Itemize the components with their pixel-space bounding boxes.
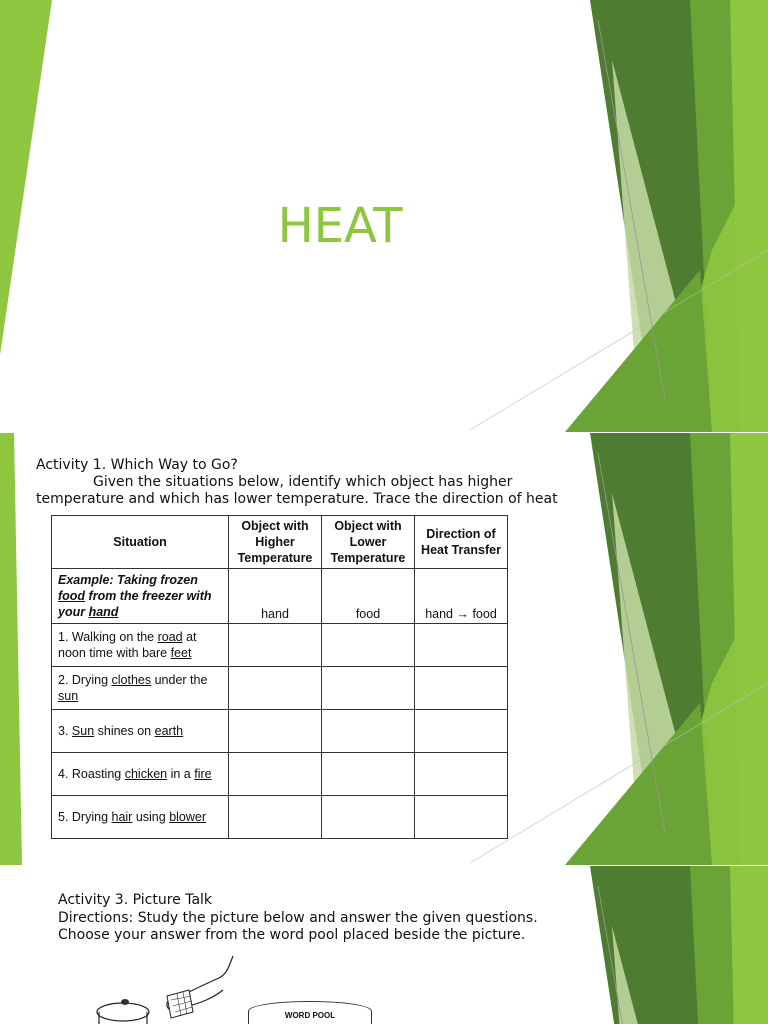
activity-3-title: Activity 3. Picture Talk	[58, 892, 213, 908]
table-row: 3. Sun shines on earth	[52, 710, 508, 753]
answer-cell[interactable]	[322, 710, 415, 753]
answer-cell[interactable]	[322, 624, 415, 667]
directions-line-1: Directions: Study the picture below and answer the given questions.	[58, 909, 538, 926]
answer-cell[interactable]	[415, 624, 508, 667]
activity-1-title: Activity 1. Which Way to Go?	[36, 457, 238, 473]
example-lower: food	[322, 569, 415, 624]
answer-cell[interactable]	[415, 753, 508, 796]
table-row: 2. Drying clothes under the sun	[52, 667, 508, 710]
example-higher: hand	[229, 569, 322, 624]
example-direction: hand → food	[415, 569, 508, 624]
slide-activity-3	[0, 866, 768, 1024]
directions-line-2: Choose your answer from the word pool placed beside the picture.	[58, 927, 526, 943]
activity-1-instructions	[36, 457, 581, 508]
slide-title-text: HEAT	[277, 198, 403, 254]
example-situation: Example: Taking frozen food from the freezer with your hand	[52, 569, 229, 624]
answer-cell[interactable]	[322, 753, 415, 796]
answer-cell[interactable]	[229, 667, 322, 710]
instructions-line-2: temperature and which has lower temperature. Trace the direction of heat	[36, 491, 558, 507]
answer-cell[interactable]	[229, 796, 322, 839]
answer-cell[interactable]	[322, 796, 415, 839]
table-row: 4. Roasting chicken in a fire	[52, 753, 508, 796]
table-row-example	[52, 569, 508, 624]
slide-activity-1	[0, 433, 768, 865]
slide-title	[0, 0, 768, 432]
answer-cell[interactable]	[415, 667, 508, 710]
header-lower: Object with Lower Temperature	[322, 516, 415, 569]
table-row: 5. Drying hair using blower	[52, 796, 508, 839]
header-direction: Direction of Heat Transfer	[415, 516, 508, 569]
activity-3-instructions	[58, 892, 538, 945]
answer-cell[interactable]	[415, 710, 508, 753]
answer-cell[interactable]	[229, 753, 322, 796]
answer-cell[interactable]	[322, 667, 415, 710]
situation-table	[51, 515, 508, 839]
answer-cell[interactable]	[229, 624, 322, 667]
header-higher: Object with Higher Temperature	[229, 516, 322, 569]
answer-cell[interactable]	[415, 796, 508, 839]
answer-cell[interactable]	[229, 710, 322, 753]
picture-hand-pot-icon	[95, 954, 245, 1024]
instructions-line-1: Given the situations below, identify which object has higher	[93, 474, 513, 490]
word-pool: WORD POOL	[248, 1001, 372, 1024]
table-row: 1. Walking on the road at noon time with bare feet	[52, 624, 508, 667]
header-situation: Situation	[52, 516, 229, 569]
